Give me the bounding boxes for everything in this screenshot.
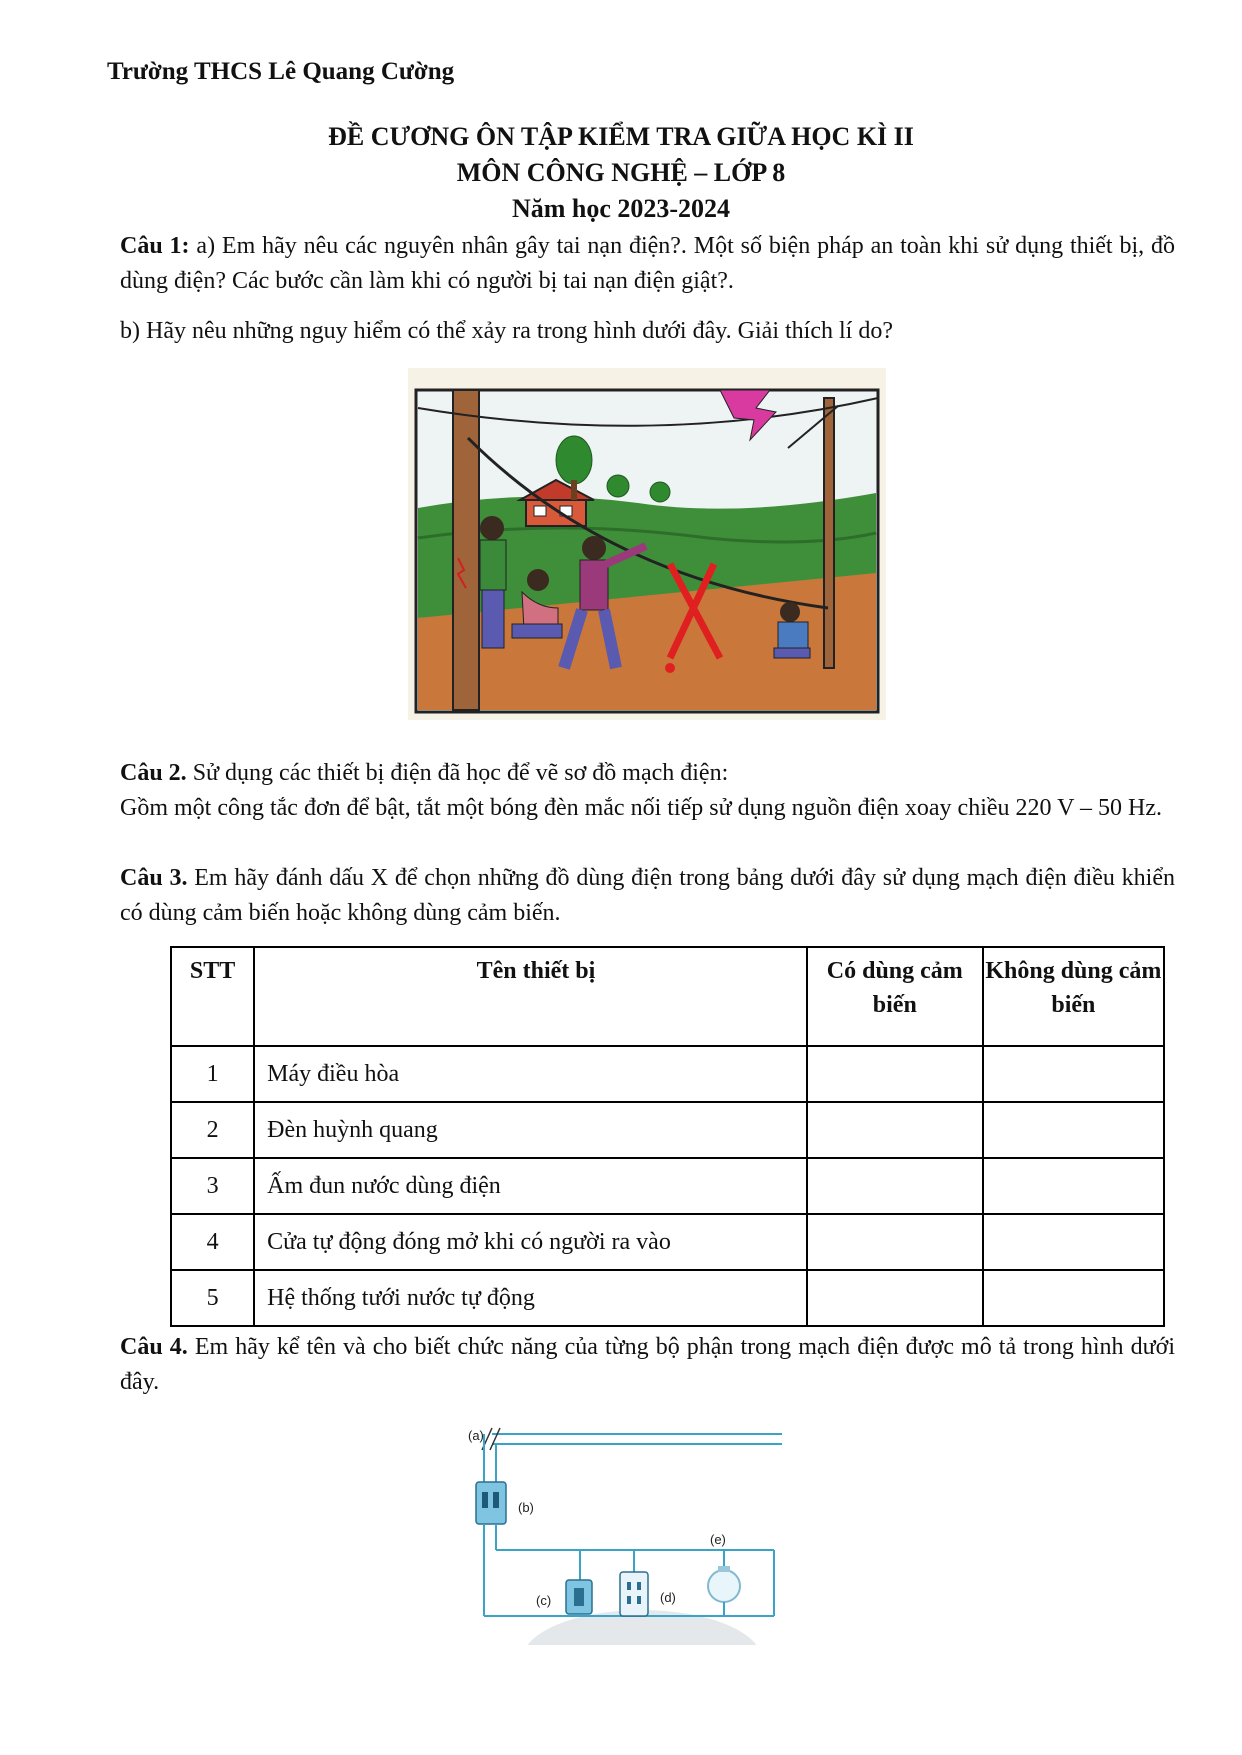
red-dot xyxy=(665,663,675,673)
device-table xyxy=(170,946,1165,1327)
cell-with-sensor[interactable] xyxy=(807,1046,983,1102)
header-device-name: Tên thiết bị xyxy=(254,947,807,1046)
school-name: Trường THCS Lê Quang Cường xyxy=(107,58,455,85)
power-socket xyxy=(620,1572,648,1616)
light-bulb-icon xyxy=(708,1570,740,1602)
table-row xyxy=(171,1158,1164,1214)
question-4-text: Em hãy kể tên và cho biết chức năng của từng bộ phận trong mạch điện được mô tả trong hình dưới đây. xyxy=(120,1334,1175,1395)
cell-device-name: Máy điều hòa xyxy=(254,1046,807,1102)
cell-stt: 5 xyxy=(171,1270,254,1326)
label-c: (c) xyxy=(536,1593,552,1608)
electrical-hazard-illustration xyxy=(408,368,886,720)
cell-with-sensor[interactable] xyxy=(807,1158,983,1214)
doc-title-line3: Năm học 2023-2024 xyxy=(511,194,731,223)
cell-stt: 4 xyxy=(171,1214,254,1270)
cell-device-name: Hệ thống tưới nước tự động xyxy=(254,1270,807,1326)
question-3-text: Em hãy đánh dấu X để chọn những đồ dùng điện trong bảng dưới đây sử dụng mạch điện điều khiển có dùng cảm biến hoặc không dùng cảm biến. xyxy=(120,865,1175,926)
label-b: (b) xyxy=(518,1500,534,1515)
circuit-breaker xyxy=(476,1482,506,1524)
circuit-diagram xyxy=(462,1420,822,1645)
header-with-sensor: Có dùng cảm biến xyxy=(807,947,983,1046)
doc-title-line1: ĐỀ CƯƠNG ÔN TẬP KIỂM TRA GIỮA HỌC KÌ II xyxy=(328,122,914,151)
left-pole xyxy=(453,390,479,710)
question-4-label: Câu 4. xyxy=(120,1334,188,1360)
question-2-line1 xyxy=(120,756,1175,791)
cell-stt: 3 xyxy=(171,1158,254,1214)
cell-with-sensor[interactable] xyxy=(807,1270,983,1326)
cell-device-name: Ấm đun nước dùng điện xyxy=(254,1158,807,1214)
doc-title-line2: MÔN CÔNG NGHỆ – LỚP 8 xyxy=(456,158,786,187)
cell-without-sensor[interactable] xyxy=(983,1102,1164,1158)
table-row xyxy=(171,1270,1164,1326)
cell-with-sensor[interactable] xyxy=(807,1214,983,1270)
question-1-label: Câu 1: xyxy=(120,233,190,259)
table-header-row xyxy=(171,947,1164,1046)
cell-with-sensor[interactable] xyxy=(807,1102,983,1158)
question-2-line2: Gồm một công tắc đơn để bật, tắt một bóng đèn mắc nối tiếp sử dụng nguồn điện xoay chiều 220 V – 50 Hz. xyxy=(120,795,1162,821)
table-row xyxy=(171,1046,1164,1102)
question-1b: b) Hãy nêu những nguy hiểm có thể xảy ra trong hình dưới đây. Giải thích lí do? xyxy=(120,318,893,344)
label-e: (e) xyxy=(710,1532,726,1547)
cell-device-name: Đèn huỳnh quang xyxy=(254,1102,807,1158)
cell-without-sensor[interactable] xyxy=(983,1158,1164,1214)
tree xyxy=(556,436,592,484)
question-4 xyxy=(120,1330,1175,1400)
question-2-label: Câu 2. xyxy=(120,760,187,786)
cell-without-sensor[interactable] xyxy=(983,1046,1164,1102)
header-without-sensor: Không dùng cảm biến xyxy=(983,947,1164,1046)
cell-without-sensor[interactable] xyxy=(983,1270,1164,1326)
question-1a-text: a) Em hãy nêu các nguyên nhân gây tai nạn điện?. Một số biện pháp an toàn khi sử dụng thiết bị, đồ dùng điện? Các bước cần làm khi có người bị tai nạn điện giật?. xyxy=(120,233,1176,294)
cell-without-sensor[interactable] xyxy=(983,1214,1164,1270)
cell-device-name: Cửa tự động đóng mở khi có người ra vào xyxy=(254,1214,807,1270)
label-d: (d) xyxy=(660,1590,676,1605)
header-stt: STT xyxy=(171,947,254,1046)
question-3 xyxy=(120,861,1175,931)
question-2-text: Sử dụng các thiết bị điện đã học để vẽ sơ đồ mạch điện: xyxy=(186,760,729,786)
table-row xyxy=(171,1214,1164,1270)
table-row xyxy=(171,1102,1164,1158)
label-a: (a) xyxy=(468,1428,484,1443)
question-1a xyxy=(120,229,1175,299)
right-pole xyxy=(824,398,834,668)
question-3-label: Câu 3. xyxy=(120,865,188,891)
cell-stt: 1 xyxy=(171,1046,254,1102)
cell-stt: 2 xyxy=(171,1102,254,1158)
